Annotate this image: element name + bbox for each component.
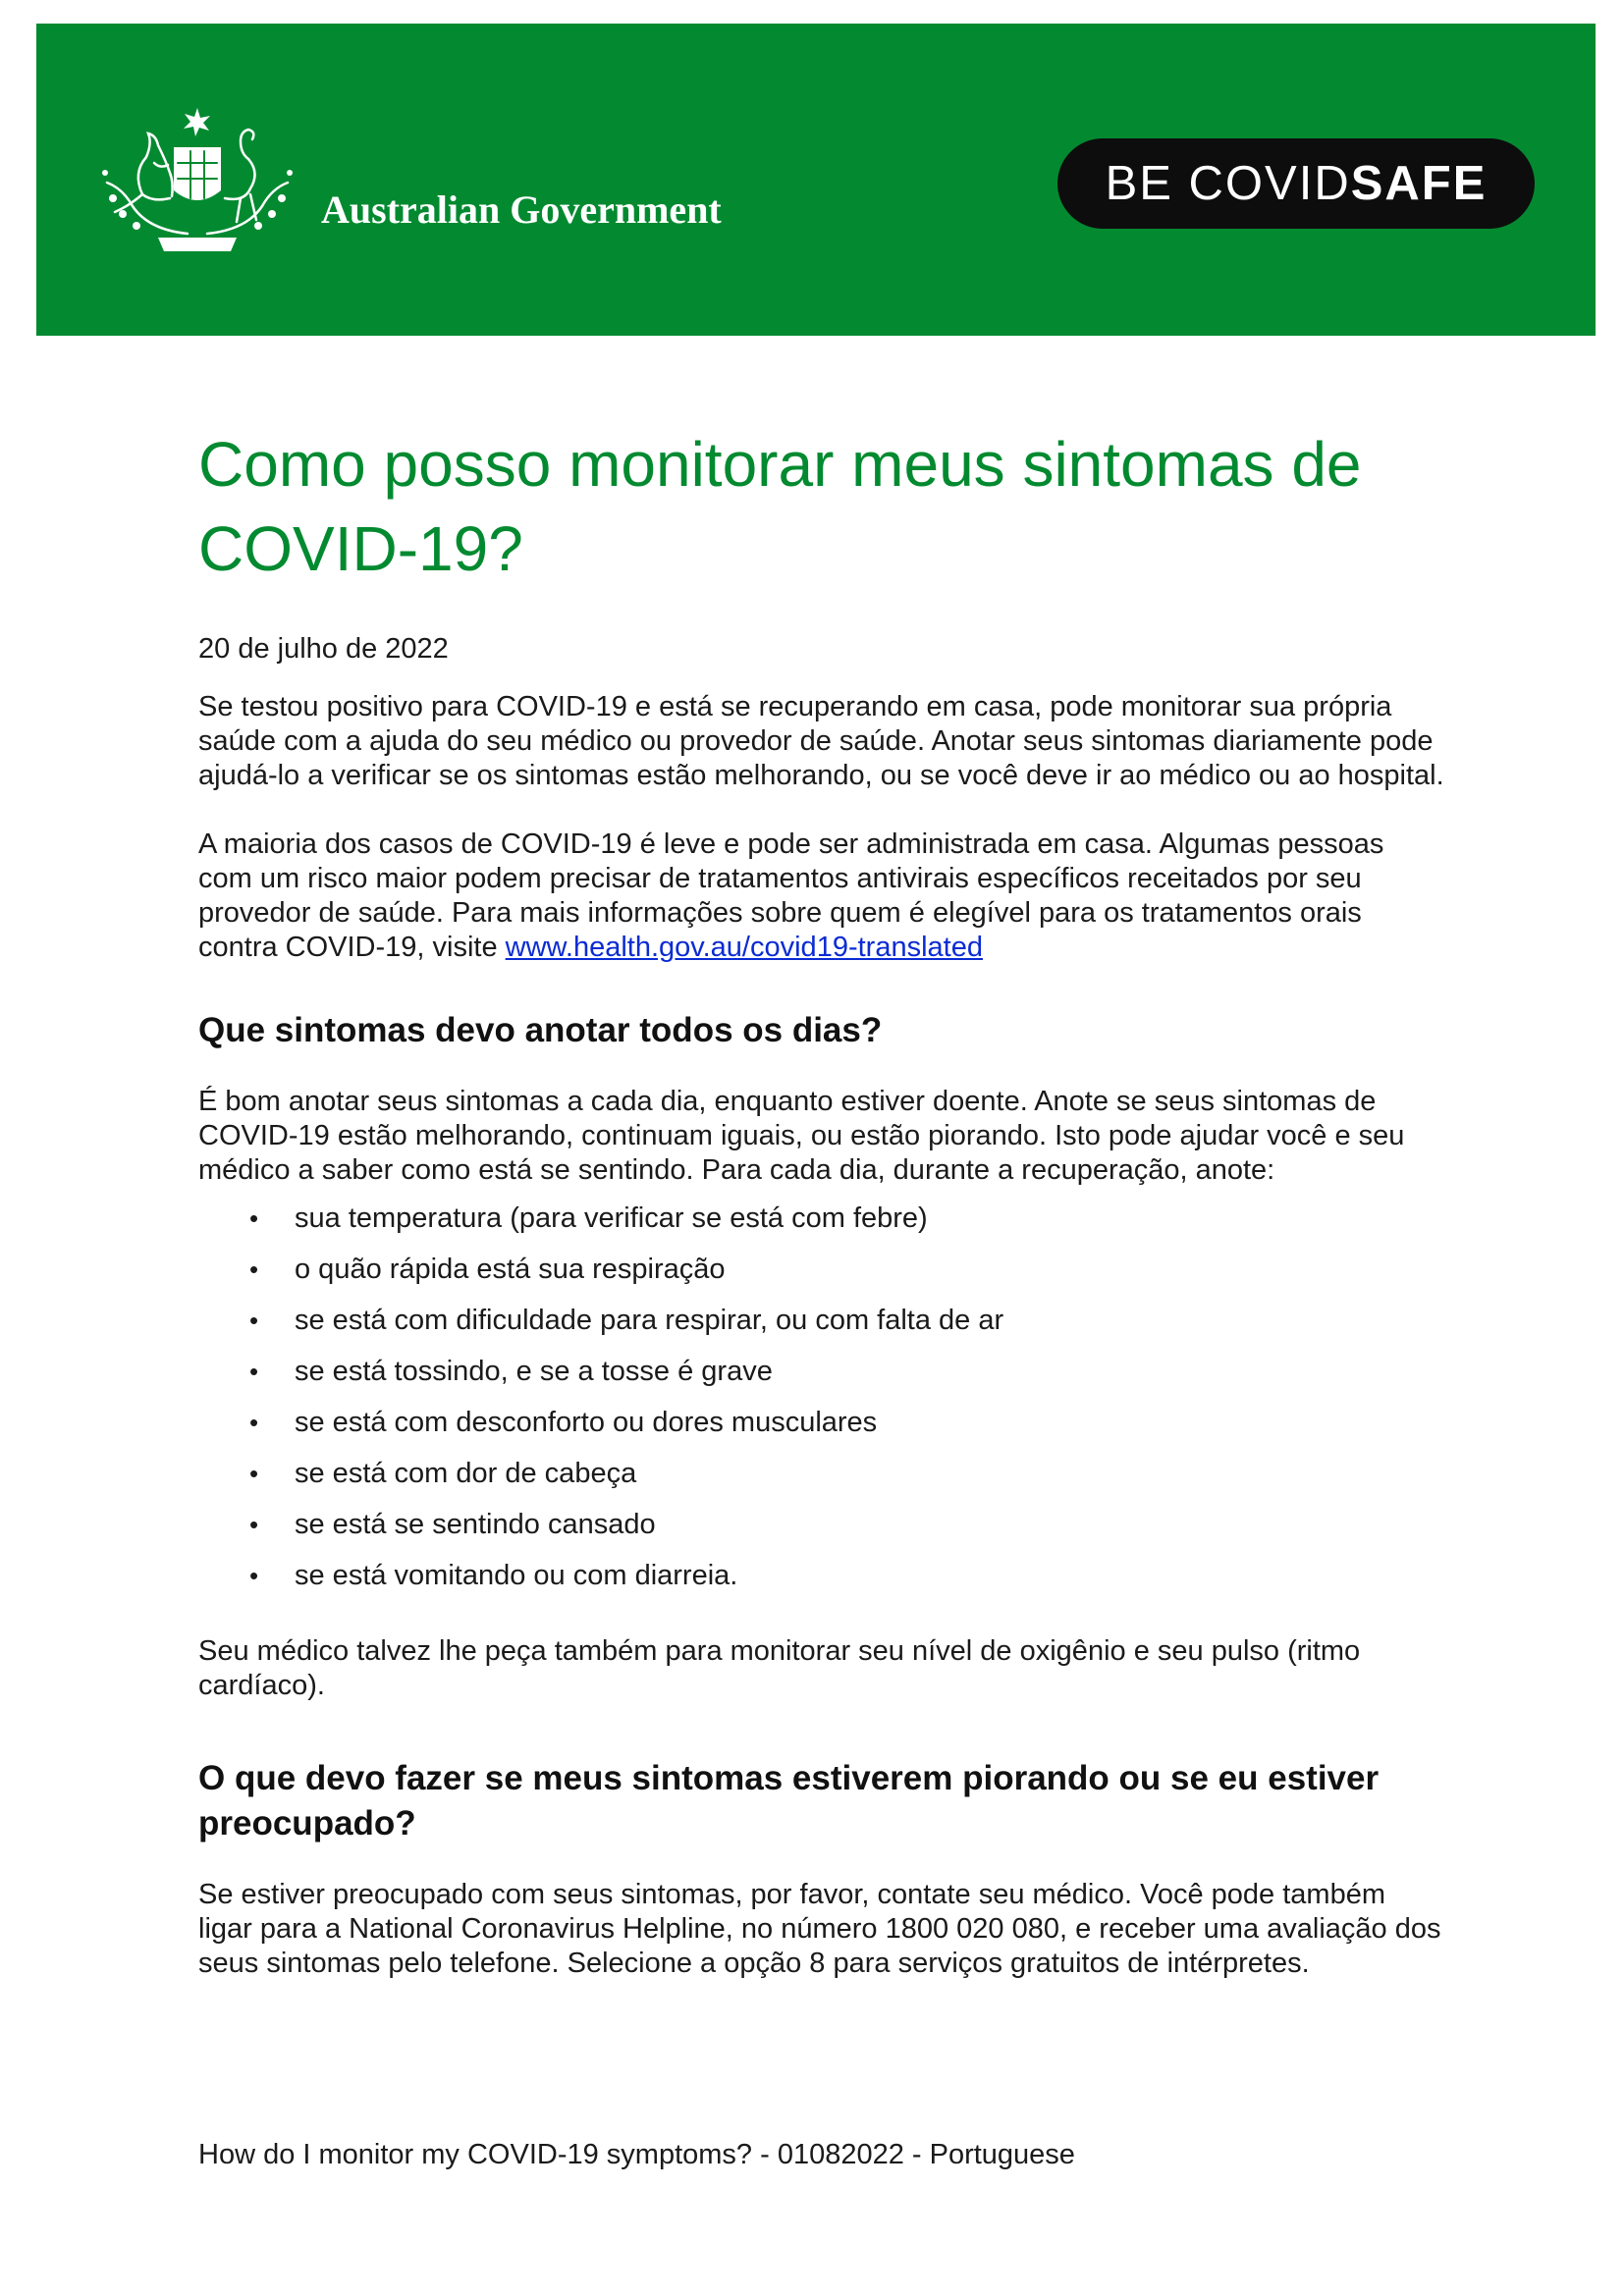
document-footer: How do I monitor my COVID-19 symptoms? - 01082022 - Portuguese xyxy=(198,2139,1075,2170)
list-item xyxy=(198,1304,1445,1338)
symptoms-paragraph: É bom anotar seus sintomas a cada dia, enquanto estiver doente. Anote se seus sintomas de COVID-19 estão melhorando, continuam iguais, ou estão piorando. Isto pode ajudar você e seu médico a saber como está se sentindo. Para cada dia, durante a recuperação, anote: xyxy=(198,1086,1405,1186)
header-banner xyxy=(36,24,1596,336)
list-item xyxy=(198,1457,1445,1491)
bullet-icon: • xyxy=(249,1306,259,1335)
badge-text-bold: SAFE xyxy=(1350,157,1488,210)
list-item xyxy=(198,1559,1445,1593)
page-title: Como posso monitorar meus sintomas de COVID-19? xyxy=(198,429,1362,584)
covidsafe-badge xyxy=(1057,138,1535,229)
bullet-icon: • xyxy=(249,1357,259,1386)
list-item xyxy=(198,1406,1445,1440)
badge-text-light: BE COVID xyxy=(1105,157,1351,210)
list-item xyxy=(198,1201,1445,1236)
government-name: Australian Government xyxy=(321,187,722,232)
list-item-text: se está tossindo, e se a tosse é grave xyxy=(295,1356,773,1387)
list-item-text: se está se sentindo cansado xyxy=(295,1509,656,1540)
list-item-text: o quão rápida está sua respiração xyxy=(295,1254,726,1285)
list-item-text: se está com dificuldade para respirar, ou com falta de ar xyxy=(295,1305,1004,1336)
symptom-list xyxy=(198,1201,1445,1593)
list-item xyxy=(198,1355,1445,1389)
intro-paragraph: Se testou positivo para COVID-19 e está se recuperando em casa, pode monitorar sua própria saúde com a ajuda do seu médico ou provedor de saúde. Anotar seus sintomas diariamente pode ajudá-lo a verificar se os sintomas estão melhorando, ou se você deve ir ao médico ou ao hospital. xyxy=(198,691,1444,791)
treatment-paragraph xyxy=(198,828,1445,965)
bullet-icon: • xyxy=(249,1408,259,1437)
treatment-paragraph-text: A maioria dos casos de COVID-19 é leve e pode ser administrada em casa. Algumas pessoas com um risco maior podem precisar de tratamentos antivirais específicos receitados por seu provedor de saúde. Para mais informações sobre quem é elegível para os tratamentos orais contra COVID-19, visite xyxy=(198,828,1384,963)
section-heading-worsening: O que devo fazer se meus sintomas estiverem piorando ou se eu estiver preocupado? xyxy=(198,1759,1380,1842)
list-item-text: se está com dor de cabeça xyxy=(295,1458,637,1489)
list-item-text: se está vomitando ou com diarreia. xyxy=(295,1560,738,1591)
bullet-icon: • xyxy=(249,1510,259,1539)
bullet-icon: • xyxy=(249,1203,259,1233)
list-item xyxy=(198,1508,1445,1542)
document-body xyxy=(198,422,1445,1981)
list-item-text: sua temperatura (para verificar se está com febre) xyxy=(295,1202,928,1234)
list-item-text: se está com desconforto ou dores musculares xyxy=(295,1407,878,1438)
health-website-link[interactable]: www.health.gov.au/covid19-translated xyxy=(505,932,983,963)
bullet-icon: • xyxy=(249,1561,259,1590)
bullet-icon: • xyxy=(249,1459,259,1488)
bullet-icon: • xyxy=(249,1255,259,1284)
helpline-paragraph: Se estiver preocupado com seus sintomas, por favor, contate seu médico. Você pode também ligar para a National Coronavirus Helpline, no número 1800 020 080, e receber uma avaliação dos seus sintomas pelo telefone. Selecione a opção 8 para serviços gratuitos de intérpretes. xyxy=(198,1879,1441,1979)
section-heading-symptoms: Que sintomas devo anotar todos os dias? xyxy=(198,1011,883,1049)
list-item xyxy=(198,1253,1445,1287)
publish-date: 20 de julho de 2022 xyxy=(198,633,449,665)
oxygen-paragraph: Seu médico talvez lhe peça também para monitorar seu nível de oxigênio e seu pulso (ritmo cardíaco). xyxy=(198,1635,1361,1701)
australian-coat-of-arms-icon xyxy=(93,104,301,261)
